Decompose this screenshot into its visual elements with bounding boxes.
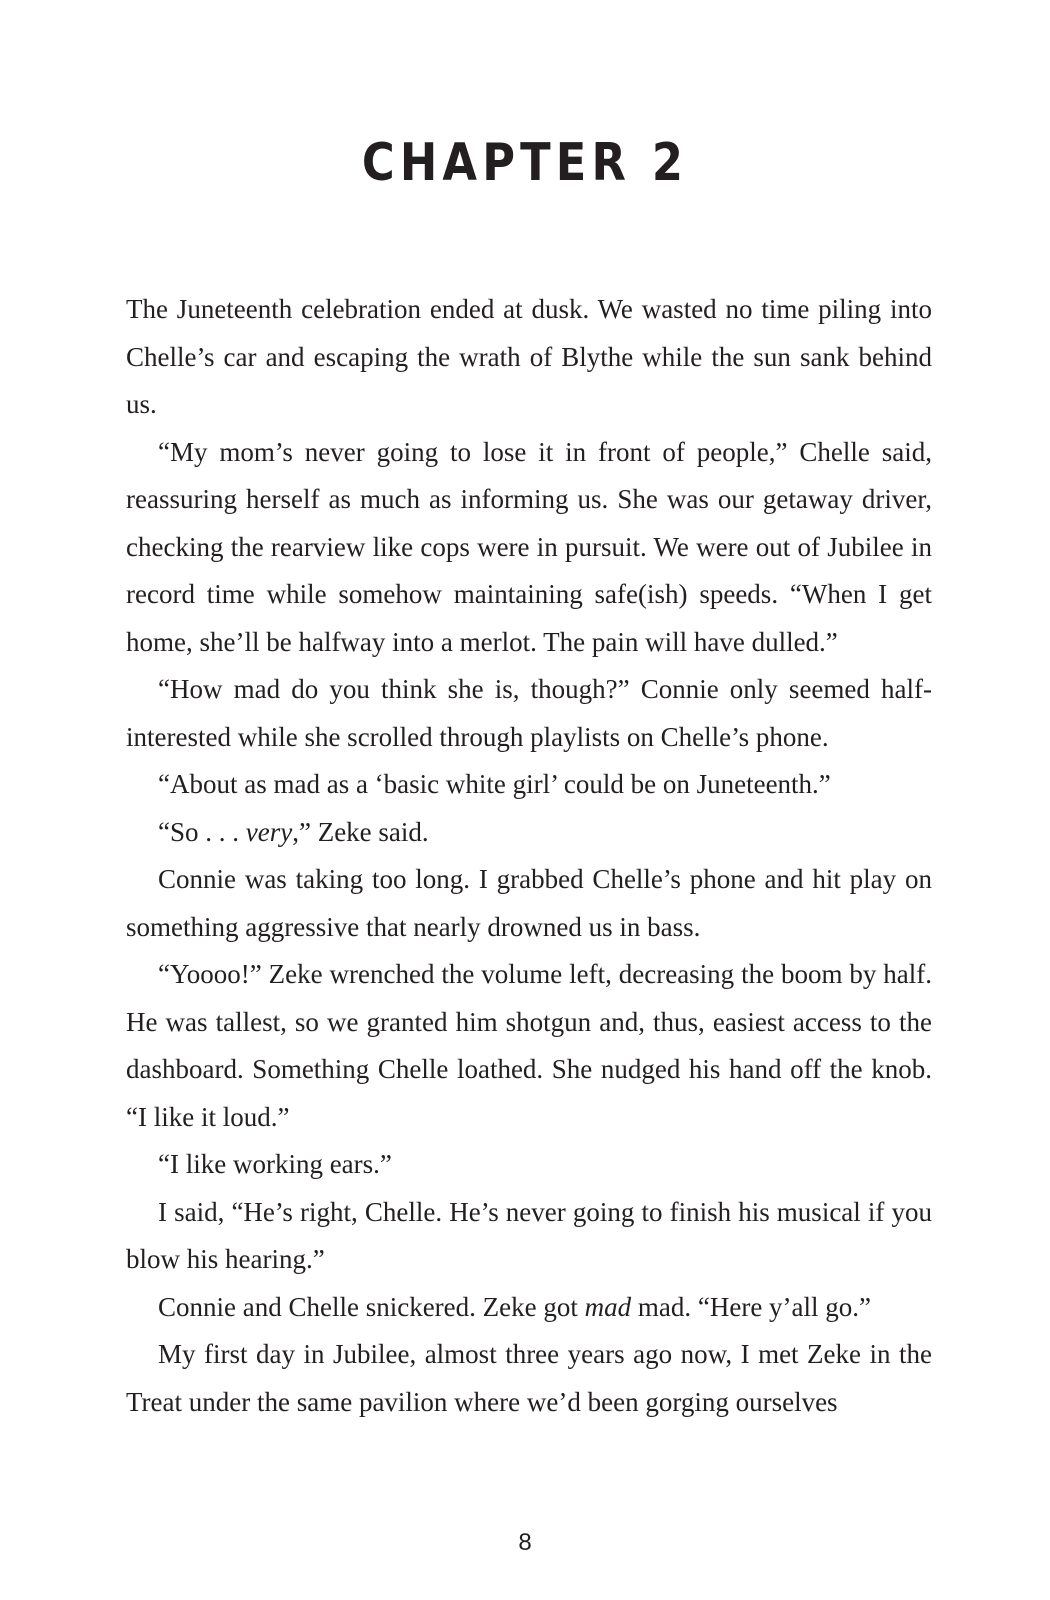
page-number: 8: [518, 1529, 532, 1556]
paragraph: My first day in Jubilee, almost three years ago now, I met Zeke in the Treat under the same pavilion where we’d been gorging ourselves: [126, 1339, 932, 1417]
paragraph-text: mad. “Here y’all go.”: [631, 1291, 872, 1322]
paragraph-text: Connie and Chelle snickered. Zeke got: [158, 1291, 585, 1322]
emphasis-text: mad: [584, 1291, 632, 1322]
paragraph: “My mom’s never going to lose it in front of people,” Chelle said, reassuring herself as much as informing us. She was our getaway driver, checking the rearview like cops were in pursuit. We were out of Jubilee in record time while somehow maintaining safe(ish) speeds. “When I get home, she’ll be halfway into a merlot. The pain will have dulled.”: [126, 436, 932, 657]
paragraph: Connie was taking too long. I grabbed Chelle’s phone and hit play on something aggressive that nearly drowned us in bass.: [126, 864, 932, 942]
chapter-heading: CHAPTER 2: [361, 133, 689, 193]
emphasis-text: very: [245, 816, 293, 847]
paragraph: “How mad do you think she is, though?” Connie only seemed half-interested while she scrolled through playlists on Chelle’s phone.: [126, 674, 932, 752]
paragraph: I said, “He’s right, Chelle. He’s never going to finish his musical if you blow his hearing.”: [126, 1196, 932, 1274]
chapter-body: [126, 286, 932, 1426]
paragraph: “About as mad as a ‘basic white girl’ could be on Juneteenth.”: [158, 769, 831, 799]
paragraph: [126, 809, 932, 857]
paragraph: The Juneteenth celebration ended at dusk. We wasted no time piling into Chelle’s car and escaping the wrath of Blythe while the sun sank behind us.: [126, 294, 932, 419]
paragraph: [126, 1284, 932, 1332]
paragraph-text: “So . . .: [158, 816, 246, 847]
paragraph-text: ,” Zeke said.: [292, 816, 429, 847]
paragraph: “I like working ears.”: [158, 1149, 392, 1179]
paragraph: “Yoooo!” Zeke wrenched the volume left, decreasing the boom by half. He was tallest, so we granted him shotgun and, thus, easiest access to the dashboard. Something Chelle loathed. She nudged his hand off the knob. “I like it loud.”: [126, 959, 932, 1132]
